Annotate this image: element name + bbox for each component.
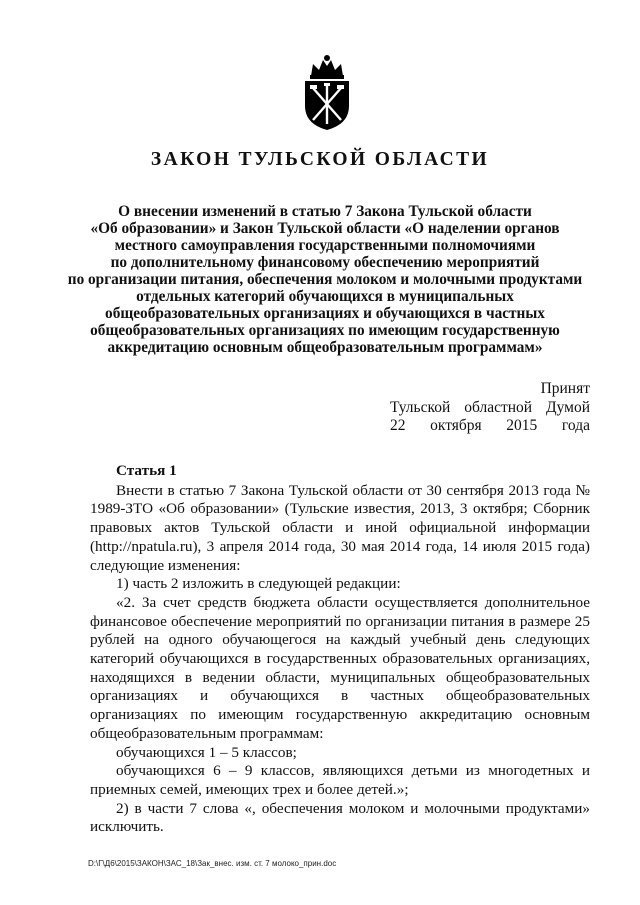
- article-paragraph: 1) часть 2 изложить в следующей редакции:: [116, 575, 401, 593]
- subtitle-line: отдельных категорий обучающихся в муниципальных: [136, 288, 514, 305]
- adoption-date-part: октября: [430, 417, 482, 434]
- adopted-by-word: областной: [464, 398, 533, 416]
- article-body: [90, 462, 590, 837]
- law-title: ЗАКОН ТУЛЬСКОЙ ОБЛАСТИ: [150, 149, 490, 170]
- adoption-date-part: года: [561, 417, 590, 434]
- article-heading: Статья 1: [116, 462, 177, 479]
- subtitle-line: местного самоуправления государственными полномочиями: [114, 237, 536, 254]
- adoption-block: [390, 380, 590, 436]
- subtitle-line: О внесении изменений в статью 7 Закона Тульской области: [118, 203, 532, 220]
- adoption-date-part: 2015: [506, 417, 538, 434]
- subtitle-line: «Об образовании» и Закон Тульской области «О наделении органов: [90, 220, 560, 237]
- article-paragraph: обучающихся 6 – 9 классов, являющихся детьми из многодетных и приемных семей, имеющих трех и более детей.»;: [90, 762, 590, 798]
- law-subtitle: [60, 203, 590, 356]
- adopted-by-word: Тульской: [390, 398, 451, 416]
- tula-coat-of-arms-icon: [297, 54, 357, 132]
- adopted-by: [390, 399, 590, 418]
- adoption-date: [390, 417, 590, 436]
- subtitle-line: общеобразовательных организациях по имеющим государственную: [90, 322, 560, 339]
- adopted-by-word: Думой: [546, 398, 590, 416]
- subtitle-line: общеобразовательных организациях и обучающихся в частных: [105, 305, 545, 322]
- article-paragraph: обучающихся 1 – 5 классов;: [116, 743, 297, 761]
- file-path-footer: D:\Г\Д6\2015\ЗАКОН\ЗАС_18\Зак_внес. изм. ст. 7 молоко_прин.doc: [88, 859, 337, 868]
- subtitle-line: по организации питания, обеспечения молоком и молочными продуктами: [67, 271, 583, 288]
- adopted-label: Принят: [540, 380, 590, 397]
- article-paragraph: 2) в части 7 слова «, обеспечения молоком и молочными продуктами» исключить.: [90, 799, 590, 836]
- adoption-date-part: 22: [390, 417, 406, 434]
- subtitle-line: аккредитацию основным общеобразовательным программам»: [107, 339, 543, 356]
- subtitle-line: по дополнительному финансовому обеспечению мероприятий: [110, 254, 540, 271]
- article-paragraph: Внести в статью 7 Закона Тульской области от 30 сентября 2013 года № 1989-ЗТО «Об образовании» (Тульские известия, 2013, 3 октября; Сборник правовых актов Тульской области и иной официальной информации (http://npatula.ru), 3 апреля 2014 года, 30 мая 2014 года, 14 июля 2015 года) следующие изменения:: [90, 481, 590, 574]
- article-paragraph: «2. За счет средств бюджета области осуществляется дополнительное финансовое обеспечение мероприятий по организации питания в размере 25 рублей на одного обучающегося на каждый учебный день следующих категорий обучающихся в государственных образовательных организациях, находящихся в ведении области, муниципальных общеобразовательных организациях и обучающихся в частных общеобразовательных организациях по имеющим государственную аккредитацию основным общеобразовательным программам:: [90, 593, 590, 742]
